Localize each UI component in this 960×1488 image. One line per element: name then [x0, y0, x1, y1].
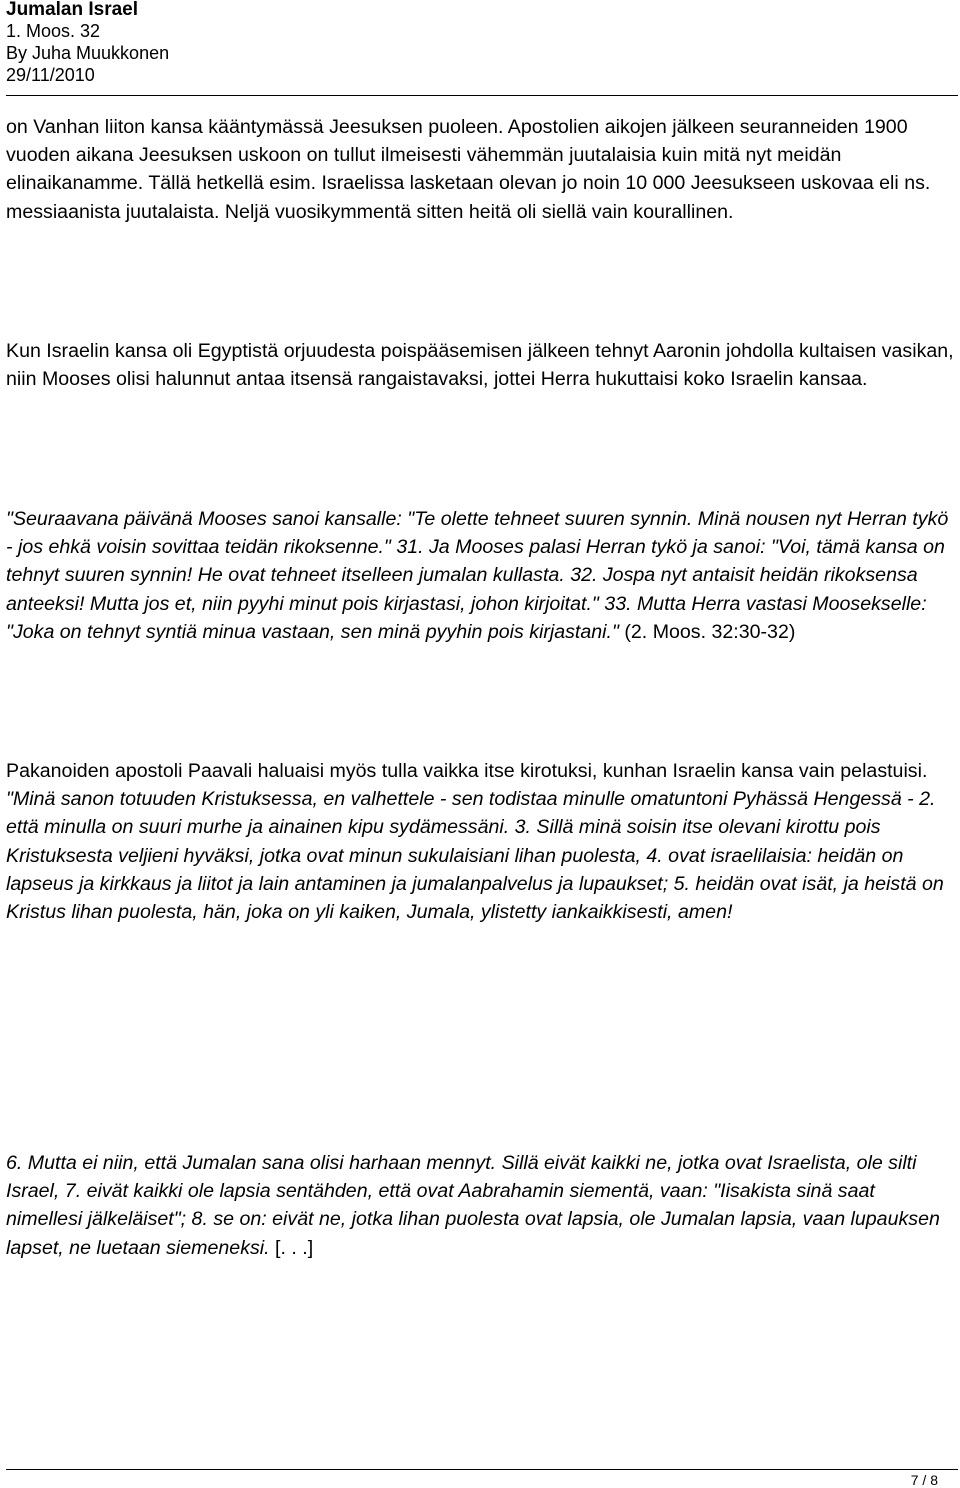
- paragraph-4: [6, 757, 956, 926]
- omission-marker: [. . .]: [269, 1236, 314, 1259]
- paragraph-5: [6, 1149, 956, 1262]
- document-title: Jumalan Israel: [6, 0, 139, 20]
- paragraph-2: Kun Israelin kansa oli Egyptistä orjuudesta poispääsemisen jälkeen tehnyt Aaronin johdolla kultaisen vasikan, niin Mooses olisi halunnut antaa itsensä rangaistavaksi, jottei Herra hukuttaisi koko Israelin kansaa.: [6, 340, 954, 391]
- footer-divider: [6, 1469, 958, 1470]
- publish-date: 29/11/2010: [6, 65, 95, 85]
- author-line: By Juha Muukkonen: [6, 43, 170, 63]
- bible-quote-exodus: "Seuraavana päivänä Mooses sanoi kansalle: "Te olette tehneet suuren synnin. Minä nousen nyt Herran tykö - jos ehkä voisin sovittaa teidän rikoksenne." 31. Ja Mooses palasi Herran tykö ja sanoi: "Voi, tämä kansa on tehnyt suuren synnin! He ovat tehneet itselleen jumalan kullasta. 32. Jospa nyt antaisit heidän rikoksensa anteeksi! Mutta jos et, niin pyyhi minut pois kirjastasi, johon kirjoitat." 33. Mutta Herra vastasi Moosekselle: "Joka on tehnyt syntiä minua vastaan, sen minä pyyhin pois kirjastani.": [6, 508, 949, 643]
- paragraph-4-intro: Pakanoiden apostoli Paavali haluaisi myös tulla vaikka itse kirotuksi, kunhan Israelin kansa vain pelastuisi.: [6, 760, 928, 782]
- bible-quote-romans: "Minä sanon totuuden Kristuksessa, en valhettele - sen todistaa minulle omatuntoni Pyhässä Hengessä - 2. että minulla on suuri murhe ja ainainen kipu sydämessäni. 3. Sillä minä soisin itse olevani kirottu pois Kristuksesta veljieni hyväksi, jotka ovat minun sukulaisiani lihan puolesta, 4. ovat israelilaisia: heidän on lapseus ja kirkkaus ja liitot ja lain antaminen ja jumalanpalvelus ja lupaukset; 5. heidän ovat isät, ja heistä on Kristus lihan puolesta, hän, joka on yli kaiken, Jumala, ylistetty iankaikkisesti, amen!: [6, 788, 944, 924]
- page-number: 7 / 8: [910, 1472, 938, 1488]
- quote-reference: (2. Moos. 32:30-32): [618, 620, 796, 643]
- scripture-reference: 1. Moos. 32: [6, 21, 101, 41]
- bible-quote-romans-continued: 6. Mutta ei niin, että Jumalan sana olisi harhaan mennyt. Sillä eivät kaikki ne, jotka ovat Israelista, ole silti Israel, 7. eivät kaikki ole lapsia sentähden, että ovat Aabrahamin siementä, vaan: "Iisakista sinä saat nimellesi jälkeläiset"; 8. se on: eivät ne, jotka lihan puolesta ovat lapsia, ole Jumalan lapsia, vaan lupauksen lapset, ne luetaan siemeneksi.: [6, 1152, 940, 1259]
- paragraph-3: [6, 505, 956, 646]
- paragraph-1: on Vanhan liiton kansa kääntymässä Jeesuksen puoleen. Apostolien aikojen jälkeen seuranneiden 1900 vuoden aikana Jeesuksen uskoon on tullut ilmeisesti vähemmän juutalaisia kuin mitä nyt meidän elinaikanamme. Tällä hetkellä esim. Israelissa lasketaan olevan jo noin 10 000 Jeesukseen uskovaa eli ns. messiaanista juutalaista. Neljä vuosikymmentä sitten heitä oli siellä vain kourallinen.: [6, 116, 931, 223]
- header-divider: [6, 95, 958, 96]
- document-header: [6, 0, 946, 86]
